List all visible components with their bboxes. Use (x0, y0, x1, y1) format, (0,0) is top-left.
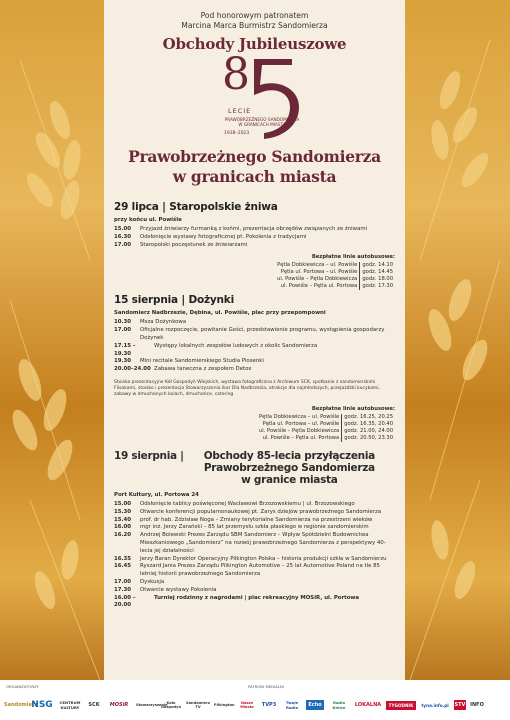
section-obchody-85-lecia (104, 450, 405, 610)
schedule-row (114, 358, 395, 366)
logo-stv: STV (454, 702, 466, 708)
schedule-row (114, 509, 395, 517)
schedule-time: 20.00–24.00 (114, 366, 151, 373)
schedule-desc: Dyskusja (140, 578, 165, 585)
schedule-time: 15.30 (114, 508, 132, 515)
logo-subtitle (212, 117, 312, 127)
schedule-time: 19.30 (114, 358, 132, 365)
schedule-desc: Andrzej Bolewski Prezes Zarządu SBM Sandomierz – Wpływ Spółdzielni Budownictwa Mieszkaniowego „Sandomierz” na rozwój prawobrzeżnego Sandomierza z perspektywy 40-lecia jej działalności (140, 532, 386, 554)
media-patrons-label: PATRONI MEDIALNI (248, 684, 284, 689)
bus-hours: godz. 21.00, 24.00 (344, 427, 393, 434)
patronage-line2: Marcina Marca Burmistrz Sandomierza (181, 21, 328, 30)
schedule-row (114, 563, 395, 579)
logo-sandomierz-tv: Sandomierz TV (186, 701, 210, 709)
schedule-time: 16.45 (114, 563, 132, 570)
section-place: Sandomierz Nadbrzezie, Dębina, ul. Powiśle, plac przy przepompowni (114, 310, 326, 317)
schedule-desc: mgr inż. Jerzy Zarański – 85 lat przemysłu szkła płaskiego w regionie sandomierskim (140, 524, 369, 531)
bus-header: Bezpłatne linie autobusowe: (311, 405, 395, 412)
logo-number-5-icon (104, 49, 405, 145)
logo-echo: Echo (306, 700, 324, 710)
bus-hours: godz. 20.50, 23.30 (344, 434, 393, 441)
schedule-desc: Mini recitale Sandomierskiego Studia Piosenki (140, 358, 264, 365)
sponsors-footer (0, 680, 510, 720)
section-event-line3: w granice miasta (241, 473, 338, 486)
bus-hours: godz. 16.25, 20.25 (344, 413, 393, 420)
schedule-time: 17.15 – 19.30 (114, 342, 136, 357)
bus-route: ul. Powiśle – Pętla Dobkiewicza (275, 276, 360, 283)
logo-tygodnik: TYGODNIK (386, 701, 416, 710)
schedule-time: 16.00 (114, 524, 132, 531)
bus-route: Pętla Dobkiewicza – ul. Powiśle (275, 262, 360, 269)
logo-tyna-info: tyna.info.pl (421, 702, 449, 708)
logo-tvp3: TVP3 (261, 702, 277, 708)
bus-hours: godz. 18.00 (362, 276, 393, 283)
schedule-row (114, 501, 395, 509)
bus-route: ul. Powiśle – Pętla ul. Portowa (275, 283, 360, 290)
section-date: 19 sierpnia | (114, 449, 184, 462)
schedule-desc: Staropolski poczęstunek ze żniwiarzami (140, 241, 248, 248)
anniversary-logo (104, 49, 405, 145)
bus-row (257, 414, 395, 421)
schedule-desc: Turniej rodzinny z nagrodami | plac rekreacyjny MOSiR, ul. Portowa (154, 594, 360, 601)
schedule-time: 15.00 (114, 226, 132, 232)
bus-route: ul. Powiśle – Pętla Dobkiewicza (257, 428, 342, 435)
bus-route: Pętla ul. Portowa – ul. Powiśle (257, 421, 342, 428)
logo-sck: SCK (88, 702, 100, 708)
schedule-time: 16.00 – 20.00 (114, 594, 136, 609)
schedule-row (114, 524, 395, 532)
schedule-time: 16.20 (114, 532, 132, 539)
logo-mosir: MOSiR (109, 702, 129, 708)
schedule-time: 17.00 (114, 241, 132, 248)
schedule-row (114, 242, 395, 250)
section-dozynki (104, 294, 405, 442)
section-event-line2: Prawobrzeżnego Sandomierza (203, 461, 375, 474)
logo-lokalna: LOKALNA (354, 702, 382, 708)
logo-subtitle-2: W GRANICACH MIASTA (238, 122, 286, 127)
schedule-time: 17.00 (114, 578, 132, 585)
schedule-desc: Otwarcie konferencji popularnonaukowej pt. Zarys dziejów prawobrzeżnego Sandomierza (140, 508, 382, 515)
schedule-desc: Oficjalne rozpoczęcie, powitanie Gości, przedstawienie programu, wystąpienia gospodarzy Dożynek (140, 327, 385, 341)
bus-hours: godz. 16.35, 20.40 (344, 420, 393, 427)
bus-hours: godz. 14.45 (362, 269, 393, 276)
schedule-desc: Ryszard Jania Prezes Zarządu Pilkington Automotive – 25 lat Automotive Poland na tle 85 letniej historii prawobrzeżnego Sandomierza (140, 563, 380, 578)
logo-sandomierz: Sandomierz (4, 702, 38, 708)
schedule-row (114, 234, 395, 242)
event-title-main (104, 147, 405, 187)
logo-twoje-radio: Twoje Radio (285, 700, 299, 710)
schedule-time: 16.30 (114, 233, 132, 240)
organizers-label: ORGANIZATORZY (6, 684, 39, 689)
bus-route: Pętla ul. Portowa – ul. Powiśle (275, 269, 360, 276)
bus-hours: godz. 14.10 (362, 262, 393, 269)
logo-radio-kielce: Radio Kielce (332, 700, 346, 710)
schedule-desc: Odsłonięcie tablicy poświęconej Wacławowi Brzozowskiemu | ul. Brzozowskiego (140, 500, 355, 507)
bus-header: Bezpłatne linie autobusowe: (311, 254, 395, 261)
bus-lines (114, 254, 395, 290)
schedule-row (114, 343, 395, 359)
bus-route: ul. Powiśle – Pętla ul. Portowa (257, 435, 342, 442)
schedule-time: 10.30 (114, 319, 132, 326)
section-place: przy końcu ul. Powiśle (114, 217, 182, 223)
section-note: Stoiska prezentacyjne Kół Gospodyń Wiejskich, wystawa fotograficzna z Archiwum SCK, spotkanie z sandomierskimi Flisakami, stoisko i prezentacja Stowarzyszenia Ikar Dla Nadbrzezia, atrakcje dla najmłodszych, przejażdżki kucykami, zabawy w dmuchanych kulach, dmuchańce, catering (114, 379, 380, 397)
bus-hours: godz. 17.30 (362, 283, 393, 290)
schedule-time: 17.30 (114, 586, 132, 593)
logos-row (4, 692, 506, 718)
schedule-time: 15.40 (114, 516, 132, 523)
schedule-desc: Msza Dożynkowa (140, 319, 187, 326)
logo-info: INFO (470, 702, 484, 708)
logo-nasze-miasto: Nasze Miasto (240, 701, 254, 709)
logo-number-8: 8 (222, 49, 250, 100)
schedule-time: 17.00 (114, 327, 132, 334)
event-title-main-line2: w granicach miasta (172, 167, 337, 186)
patronage (104, 11, 405, 31)
patronage-line1: Pod honorowym patronatem (200, 11, 309, 20)
logo-nsg: NSG (31, 700, 53, 710)
schedule-row (114, 532, 395, 555)
bus-route: Pętla Dobkiewicza – ul. Powiśle (257, 414, 342, 421)
logo-pilkington: Pilkington (214, 703, 235, 707)
schedule-time: 16.35 (114, 555, 132, 562)
bus-table (275, 262, 395, 290)
bus-lines (114, 406, 395, 442)
schedule-row (114, 327, 395, 343)
schedule-time: 15.00 (114, 500, 132, 507)
section-place: Port Kultury, ul. Portowa 24 (114, 491, 199, 498)
program-panel (104, 0, 405, 680)
section-heading: 15 sierpnia | Dożynki (114, 294, 234, 307)
logo-kolo-gospodyn: Koło Gospodyń (160, 701, 182, 709)
section-event-title (184, 450, 395, 486)
schedule-row (114, 226, 395, 234)
schedule-desc: Przyjazd żniwiarzy furmanką z końmi, prezentacja obrzędów związanych ze żniwami (140, 226, 368, 232)
event-title-main-line1: Prawobrzeżnego Sandomierza (128, 147, 381, 166)
schedule-desc: Odsłonięcie wystawy fotograficznej pt. Pokolenia z tradycjami (140, 233, 307, 240)
schedule-row (114, 579, 395, 587)
bus-row (257, 435, 395, 442)
logo-lecie: LECIE (228, 107, 252, 115)
bus-row (257, 428, 395, 435)
schedule-desc: Zabawa taneczna z zespołem Detox (154, 366, 252, 373)
section-event-line1: Obchody 85-lecia przyłączenia (203, 449, 375, 462)
section-heading (114, 450, 395, 486)
logo-years: 1938–2023 (224, 131, 250, 136)
section-staropolskie-zniwa (104, 201, 405, 290)
schedule-desc: Występy lokalnych zespołów ludowych z okolic Sandomierza (154, 342, 318, 349)
schedule-desc: Otwarcie wystawy Pokolenia (140, 586, 217, 593)
schedule-row (114, 366, 395, 374)
schedule-row (114, 595, 395, 611)
bus-table (257, 414, 395, 442)
schedule-desc: prof. dr hab. Zdzisław Noga – Zmiany terytorialne Sandomierza na przestrzeni wieków (140, 516, 373, 523)
event-title-top: Obchody Jubileuszowe (162, 35, 347, 53)
logo-centrum-kultury: CENTRUM KULTURY (59, 700, 81, 710)
section-heading: 29 lipca | Staropolskie żniwa (114, 201, 278, 213)
logo-stowarzyszenie: Stowarzyszenie (136, 703, 168, 707)
logo-subtitle-1: PRAWOBRZEŻNEGO SANDOMIERZA (224, 117, 300, 122)
schedule-desc: Jerzy Baran Dyrektor Operacyjny Pilkington Polska – historia produkcji szkła w Sandomierzu (140, 555, 387, 562)
bus-row (257, 421, 395, 428)
schedule-row (114, 587, 395, 595)
schedule-row (114, 556, 395, 564)
bus-row (275, 283, 395, 290)
